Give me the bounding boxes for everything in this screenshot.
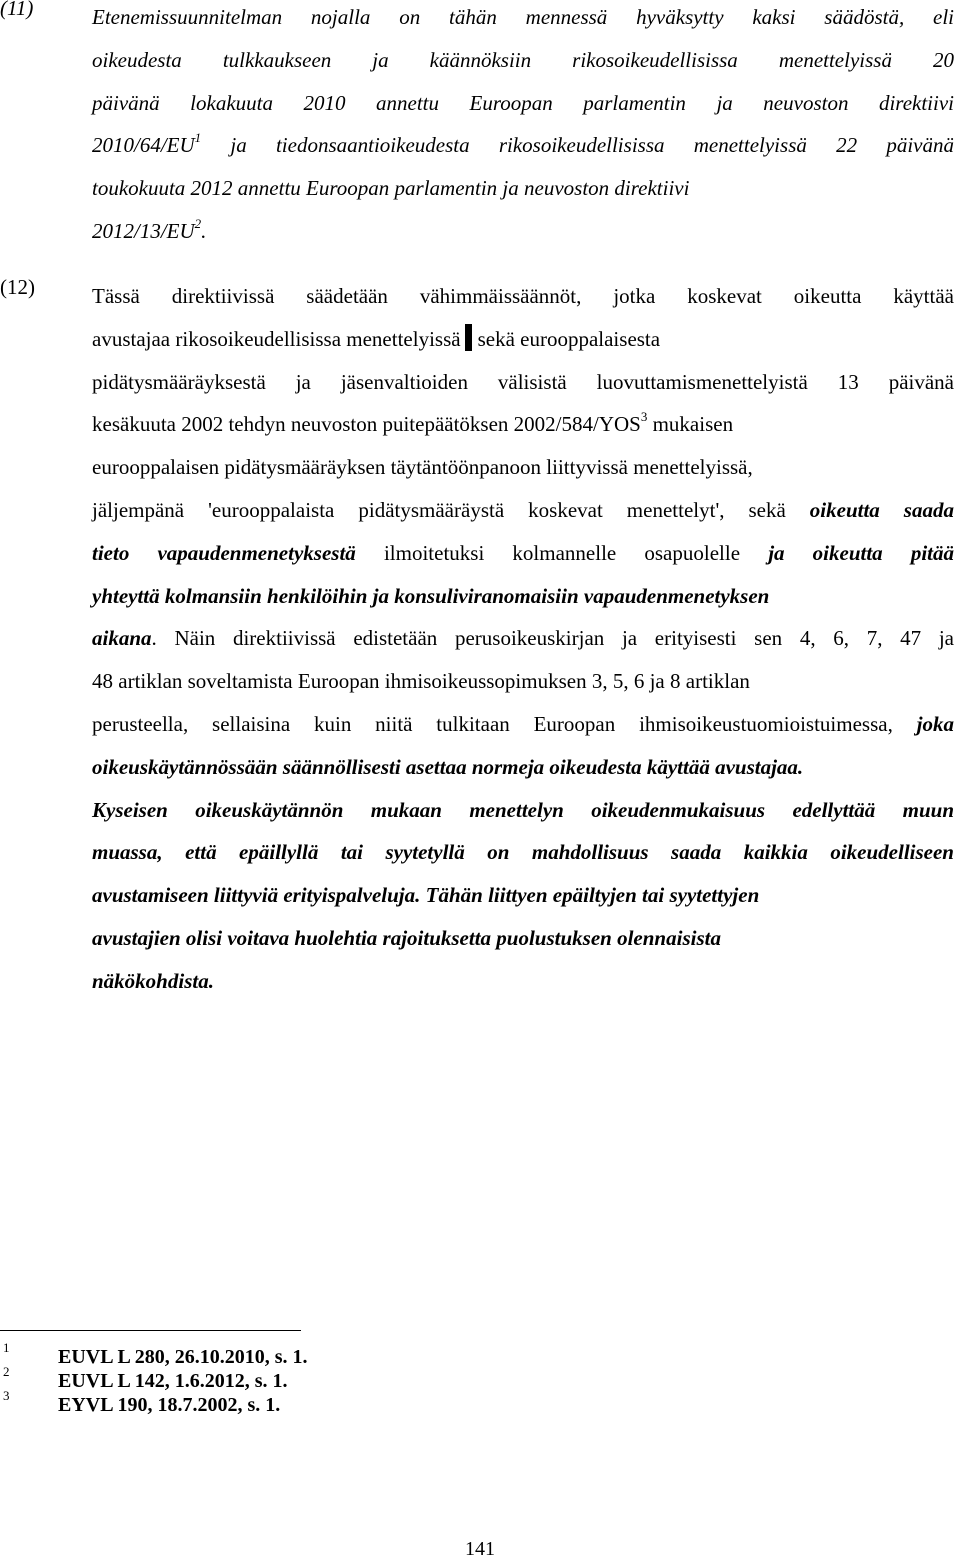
amendment-marker [465,324,472,351]
footnote-ref: 1 [194,130,202,146]
text-span: perusteella, sellaisina kuin niitä tulkitaan Euroopan ihmisoikeustuomioistuimessa, [92,711,917,736]
text-line: oikeuskäytännössään säännöllisesti asettaa normeja oikeudesta käyttää avustajaa. [92,754,804,779]
footnote-text: EYVL 190, 18.7.2002, s. 1. [58,1394,281,1416]
text-line: Tässä direktiivissä säädetään vähimmäissäännöt, jotka koskevat oikeutta käyttää [92,284,954,308]
text-span: mukaisen [647,412,734,437]
recital-text [92,275,954,1003]
text-line [92,703,954,746]
text-line: oikeudesta tulkkaukseen ja käännöksiin rikosoikeudellisissa menettelyissä 20 [92,47,954,72]
text-span: 2010/64/EU [92,133,195,158]
emphasis-text: tieto vapaudenmenetyksestä [92,540,356,565]
footnote-ref: 2 [194,215,202,231]
text-line [92,403,954,446]
footnote-ref: 3 [640,409,648,425]
emphasis-text: oikeutta saada [809,497,954,522]
footnote-text: EUVL L 142, 1.6.2012, s. 1. [58,1370,288,1392]
text-line [92,124,954,167]
footnote-number: 2 [3,1364,10,1379]
text-span: sekä eurooppalaisesta [477,326,661,351]
footnote-number: 3 [3,1388,10,1403]
recital-number: (12) [0,275,35,299]
footnote-text: EUVL L 280, 26.10.2010, s. 1. [58,1346,308,1368]
text-span: ilmoitetuksi kolmannelle osapuolelle [355,540,769,565]
text-line: 48 artiklan soveltamista Euroopan ihmisoikeussopimuksen 3, 5, 6 ja 8 artiklan [92,669,750,694]
recital-number: (11) [0,0,34,20]
page-number: 141 [465,1538,495,1560]
text-line: toukokuuta 2012 annettu Euroopan parlamentin ja neuvoston direktiivi [92,176,690,201]
emphasis-text: ja oikeutta pitää [768,540,954,565]
text-line: avustajien olisi voitava huolehtia rajoituksetta puolustuksen olennaisista [92,925,721,950]
emphasis-text: aikana [92,626,152,651]
text-span: . Näin direktiivissä edistetään perusoikeuskirjan ja erityisesti sen 4, 6, 7, 47 ja [151,626,954,651]
text-line [92,532,954,575]
text-line [92,318,954,361]
footnote-number: 1 [3,1340,10,1355]
text-span: jäljempänä 'eurooppalaista pidätysmääräystä koskevat menettelyt', sekä [92,497,810,522]
emphasis-text: joka [916,711,954,736]
footnote-separator [0,1330,301,1331]
text-line: näkökohdista. [92,968,214,993]
text-line: muassa, että epäillyllä tai syytetyllä on mahdollisuus saada kaikkia oikeudelliseen [92,840,954,865]
text-line: Kyseisen oikeuskäytännön mukaan menettelyn oikeudenmukaisuus edellyttää muun [92,797,954,822]
text-span: 2012/13/EU [92,218,195,243]
text-span: kesäkuuta 2002 tehdyn neuvoston puitepäätöksen 2002/584/YOS [92,412,641,437]
text-line: pidätysmääräyksestä ja jäsenvaltioiden välisistä luovuttamismenettelyistä 13 päivänä [92,369,954,394]
recital-text [92,0,954,253]
text-span: avustajaa rikosoikeudellisissa menettelyissä [92,326,461,351]
text-line [92,617,954,660]
text-span: ja tiedonsaantioikeudesta rikosoikeudellisissa menettelyissä 22 päivänä [201,133,954,158]
text-line: Etenemissuunnitelman nojalla on tähän mennessä hyväksytty kaksi säädöstä, eli [92,5,954,29]
text-line: avustamiseen liittyviä erityispalveluja. Tähän liittyen epäiltyjen tai syytettyjen [92,883,760,908]
text-line [92,489,954,532]
text-line: päivänä lokakuuta 2010 annettu Euroopan parlamentin ja neuvoston direktiivi [92,90,954,115]
text-line [92,210,954,253]
text-span: . [201,218,207,243]
text-line: yhteyttä kolmansiin henkilöihin ja konsuliviranomaisiin vapaudenmenetyksen [92,583,770,608]
text-line: eurooppalaisen pidätysmääräyksen täytäntöönpanoon liittyvissä menettelyissä, [92,455,753,480]
